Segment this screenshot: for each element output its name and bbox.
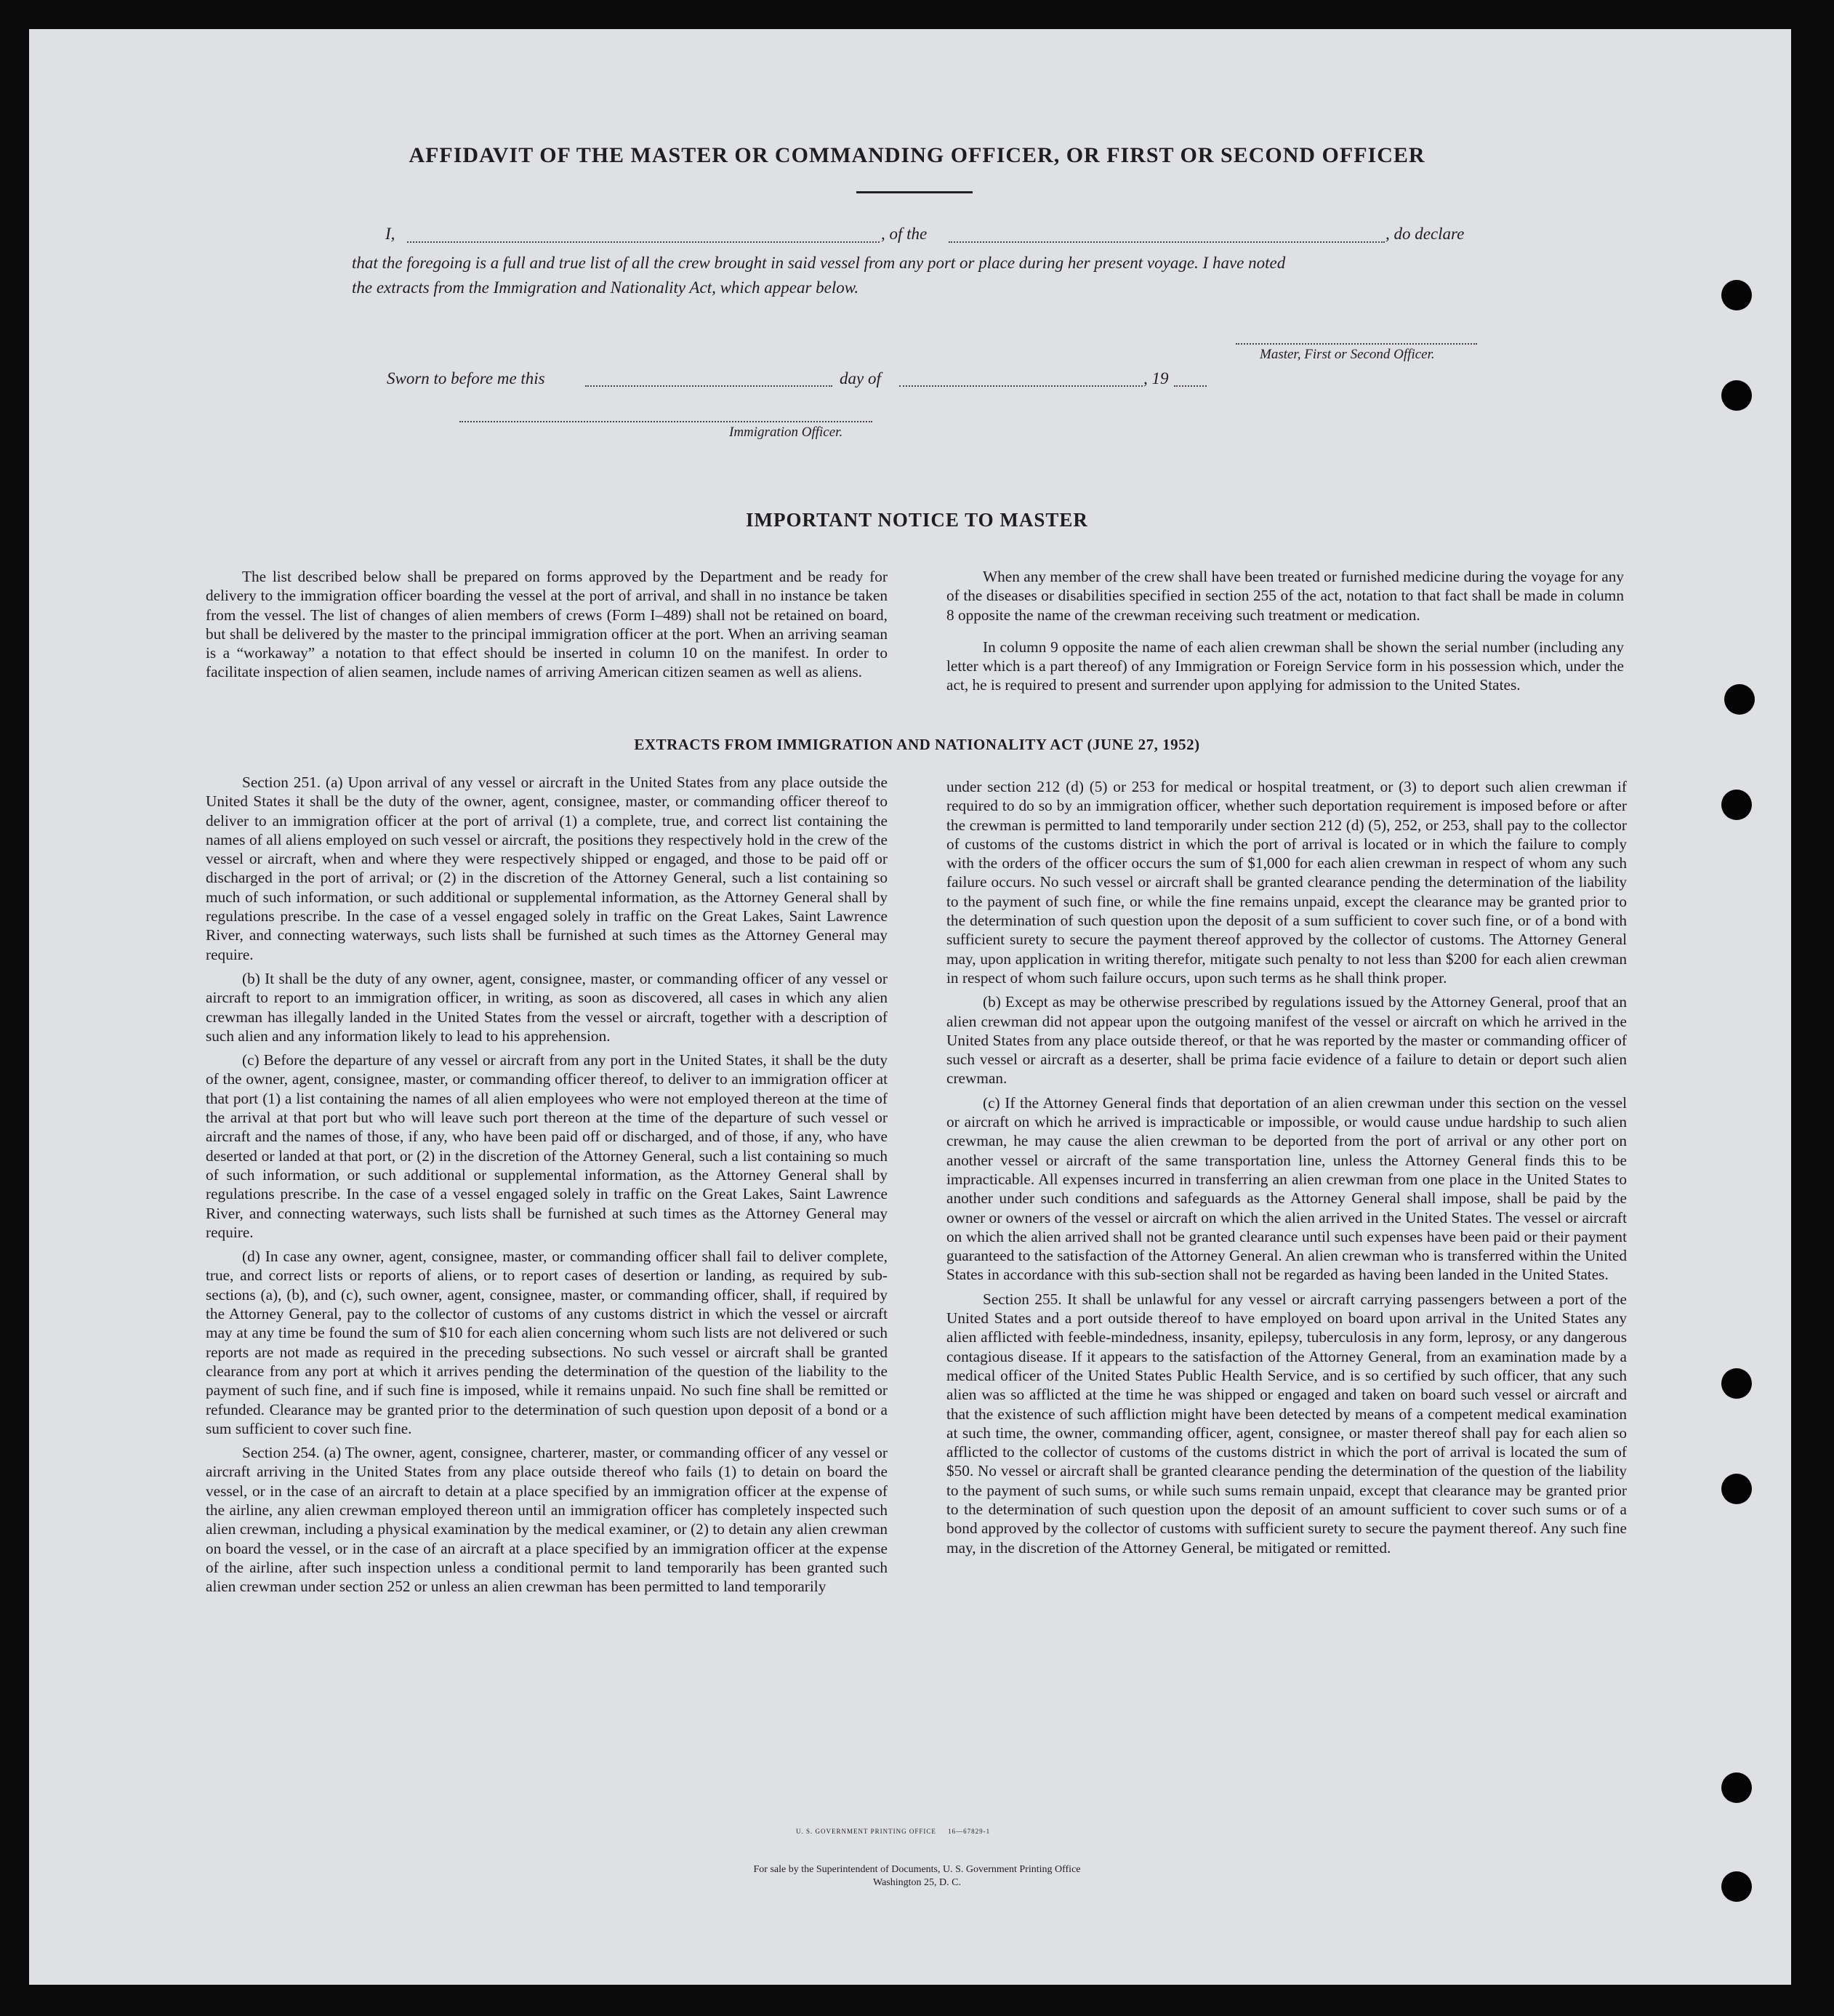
section-251c: (c) Before the departure of any vessel or aircraft from any port in the United States, it shall be the duty of the owner, agent, consignee, master, or commanding officer thereof, to deliver to an immigration officer at that port (1) a list containing the names of all alien employees who were not employed thereon at the time of the arrival at that port but who will leave such port thereon at the time of the departure of such vessel or aircraft and the names of those, if any, who have been paid off or discharged, and of those, if any, who have deserted or landed at that port, or (2) in the discretion of the Attorney General, such a list containing so much of such information, or such additional or supplemental information, as the Attorney General shall by regulations prescribe. In the case of a vessel engaged solely in traffic on the Great Lakes, Saint Lawrence River, and connecting waterways, such lists shall be furnished at such times as the Attorney General may require.	[206, 1051, 888, 1241]
year-blank[interactable]	[1174, 385, 1207, 387]
sale-notice-line1: For sale by the Superintendent of Documents, U. S. Government Printing Office	[753, 1864, 1081, 1875]
day-of-label: day of	[840, 369, 881, 387]
master-signature-line[interactable]	[1236, 343, 1477, 345]
master-caption: Master, First or Second Officer.	[1260, 347, 1435, 362]
section-251b: (b) It shall be the duty of any owner, agent, consignee, master, or commanding officer of any vessel or aircraft to report to an immigration officer, in writing, as soon as discovered, all cases in which any alien crewman has illegally landed in the United States from the vessel or aircraft, together with a description of such alien and any information likely to lead to his apprehension.	[206, 969, 888, 1045]
binder-hole	[1721, 280, 1752, 310]
binder-hole	[1721, 380, 1752, 411]
sworn-month-blank[interactable]	[899, 385, 1143, 387]
officer-signature-line[interactable]	[459, 421, 872, 422]
notice-right-paragraph: In column 9 opposite the name of each alien crewman shall be shown the serial number (including any letter which is a part thereof) of any Immigration or Foreign Service form in his possession which, under the act, he is required to present and surrender upon applying for admission to the United States.	[946, 638, 1624, 694]
officer-caption: Immigration Officer.	[729, 425, 843, 440]
section-254b: (b) Except as may be otherwise prescribed by regulations issued by the Attorney General, proof that an alien crewman did not appear upon the outgoing manifest of the vessel or aircraft on which he arrived in the United States from any place outside thereof, or that he was reported by the master or commanding officer of such vessel or aircraft as a deserter, shall be prima facie evidence of a failure to detain or deport such alien crewman.	[946, 993, 1627, 1088]
year-label: , 19	[1143, 369, 1169, 387]
section-254a: Section 254. (a) The owner, agent, consignee, charterer, master, or commanding officer of any vessel or aircraft arriving in the United States from any place outside thereof who fails (1) to detain on board the vessel, or in the case of an aircraft to detain at a place specified by an immigration officer at the expense of the airline, any alien crewman employed thereon until an immigration officer has completely inspected such alien crewman, including a physical examination by the medical examiner, or (2) to detain any alien crewman on board the vessel, or in the case of an aircraft at a place specified by an immigration officer at the expense of the airline, after such inspection unless a conditional permit to land temporarily has been granted such alien crewman under section 252 or unless an alien crewman has been permitted to land temporarily	[206, 1444, 888, 1596]
name-blank[interactable]	[407, 241, 880, 243]
notice-heading: IMPORTANT NOTICE TO MASTER	[746, 509, 1088, 531]
binder-hole	[1721, 1474, 1752, 1504]
affidavit-declare: , do declare	[1385, 225, 1465, 243]
notice-left-column	[206, 567, 888, 687]
extracts-heading: EXTRACTS FROM IMMIGRATION AND NATIONALITY ACT (JUNE 27, 1952)	[634, 736, 1200, 753]
sworn-day-blank[interactable]	[585, 385, 832, 387]
sale-notice	[0, 1863, 1834, 1890]
notice-right-paragraph: When any member of the crew shall have been treated or furnished medicine during the voyage for any of the diseases or disabilities specified in section 255 of the act, notation to that fact shall be made in column 8 opposite the name of the crewman receiving such treatment or medication.	[946, 568, 1624, 624]
affidavit-i: I,	[385, 225, 395, 243]
extracts-left-column	[206, 773, 888, 1601]
binder-hole	[1721, 790, 1752, 820]
section-254a-continued: under section 212 (d) (5) or 253 for medical or hospital treatment, or (3) to deport such alien crewman if required to do so by an immigration officer, whether such deportation requirement is imposed before or after the crewman is permitted to land temporarily under section 212 (d) (5), 252, or 253, shall pay to the collector of customs of the customs district in which the port of arrival is located or in which the failure to comply with the orders of the officer occurs the sum of $1,000 for each alien crewman in respect of whom any such failure occurs. No such vessel or aircraft shall be granted clearance pending the determination of the liability to the payment of such fine, or while the fine remains unpaid, except the clearance may be granted prior to the determination of such question upon the deposit of a sum sufficient to cover such fine, or of a bond with sufficient surety to secure the payment thereof approved by the collector of customs. The Attorney General may, upon application in writing therefor, mitigate such penalty to not less than $200 for each alien crewman in respect of whom such failure occurs, upon such terms as he shall think proper.	[946, 778, 1627, 987]
printing-office-code: U. S. GOVERNMENT PRINTING OFFICE 16—67829-1	[796, 1828, 991, 1835]
section-251a: Section 251. (a) Upon arrival of any vessel or aircraft in the United States from any place outside the United States it shall be the duty of the owner, agent, consignee, master, or commanding officer thereof to deliver to an immigration officer at the port of arrival (1) a complete, true, and correct list containing the names of all aliens employed on such vessel or aircraft, the positions they respectively hold in the crew of the vessel or aircraft, when and where they were respectively shipped or engaged, and those to be paid off or discharged in the port of arrival; or (2) in the discretion of the Attorney General, such a list containing so much of such information, or such additional or supplemental information, as the Attorney General shall by regulations prescribe. In the case of a vessel engaged solely in traffic on the Great Lakes, Saint Lawrence River, and connecting waterways, such lists shall be furnished at such times as the Attorney General may require.	[206, 774, 888, 963]
title-rule	[856, 191, 973, 193]
binder-hole	[1721, 1368, 1752, 1399]
section-254c: (c) If the Attorney General finds that deportation of an alien crewman under this section on the vessel or aircraft on which he arrived is impracticable or impossible, or would cause undue hardship to such alien crewman, he may cause the alien crewman to be deported from the port of arrival or any other port on another vessel or aircraft of the same transportation line, unless the Attorney General finds this to be impracticable. All expenses incurred in transferring an alien crewman from one place in the United States to another under such conditions and safeguards as the Attorney General shall impose, shall be paid by the owner or owners of the vessel or aircraft on which the alien arrived in the United States. The vessel or aircraft on which the alien arrived shall not be granted clearance until such expenses have been paid or their payment guaranteed to the satisfaction of the Attorney General. An alien crewman who is transferred within the United States in accordance with this sub-section shall not be regarded as having been landed in the United States.	[946, 1093, 1627, 1284]
affidavit-title: AFFIDAVIT OF THE MASTER OR COMMANDING OFFICER, OR FIRST OR SECOND OFFICER	[409, 143, 1425, 167]
affidavit-statement-line2: the extracts from the Immigration and Nationality Act, which appear below.	[352, 278, 859, 297]
section-251d: (d) In case any owner, agent, consignee, master, or commanding officer shall fail to deliver complete, true, and correct lists or reports of aliens, or to report cases of desertion or landing, as required by sub-sections (a), (b), and (c), such owner, agent, consignee, master, or commanding officer, shall, if required by the Attorney General, pay to the collector of customs of any customs district in which the vessel or aircraft may at any time be found the sum of $10 for each alien concerning whom such lists are not delivered or such reports are not made as required in the preceding subsections. No such vessel or aircraft shall be granted clearance from any port at which it arrives pending the determination of the question of the liability to the payment of such fine, and if such fine is imposed, while it remains unpaid. No such fine shall be remitted or refunded. Clearance may be granted prior to the determination of such question upon deposit of a bond or a sum sufficient to cover such fine.	[206, 1248, 888, 1437]
notice-left-paragraph: The list described below shall be prepared on forms approved by the Department and be ready for delivery to the immigration officer boarding the vessel at the port of arrival, and shall in no instance be taken from the vessel. The list of changes of alien members of crews (Form I–489) shall not be retained on board, but shall be delivered by the master to the principal immigration officer at the port. When an arriving seaman is a “workaway” a notation to that effect should be inserted in column 10 on the manifest. In order to facilitate inspection of alien seamen, include names of arriving American citizen seamen as well as aliens.	[206, 568, 888, 681]
vessel-blank[interactable]	[949, 241, 1385, 243]
sale-notice-line2: Washington 25, D. C.	[873, 1877, 961, 1888]
affidavit-of-the: , of the	[881, 225, 928, 243]
sworn-label: Sworn to before me this	[387, 369, 545, 387]
extracts-right-column	[946, 777, 1627, 1562]
binder-hole	[1724, 684, 1755, 715]
notice-right-column	[946, 567, 1624, 700]
section-255: Section 255. It shall be unlawful for any vessel or aircraft carrying passengers between a port of the United States and a port outside thereof to have employed on board upon arrival in the United States any alien afflicted with feeble-mindedness, insanity, epilepsy, tuberculosis in any form, leprosy, or any dangerous contagious disease. If it appears to the satisfaction of the Attorney General, from an examination made by a medical officer of the United States Public Health Service, and is so certified by such officer, that any such alien was so afflicted at the time he was shipped or engaged and taken on board such vessel or aircraft and that the existence of such affliction might have been detected by means of a competent medical examination at such time, the owner, commanding officer, agent, consignee, or master thereof shall pay for each alien so afflicted to the collector of customs of the customs district in which the port of arrival is located the sum of $50. No vessel or aircraft shall be granted clearance pending the determination of the question of the liability to the payment of such sums, or while such sums remain unpaid, except that clearance may be granted prior to the determination of such question upon the deposit of an amount sufficient to cover such sums or of a bond approved by the collector of customs with sufficient surety to secure the payment thereof. Any such fine may, in the discretion of the Attorney General, be mitigated or remitted.	[946, 1290, 1627, 1557]
binder-hole	[1721, 1772, 1752, 1803]
affidavit-statement-line1: that the foregoing is a full and true list of all the crew brought in said vessel from any port or place during her present voyage. I have noted	[352, 254, 1286, 272]
